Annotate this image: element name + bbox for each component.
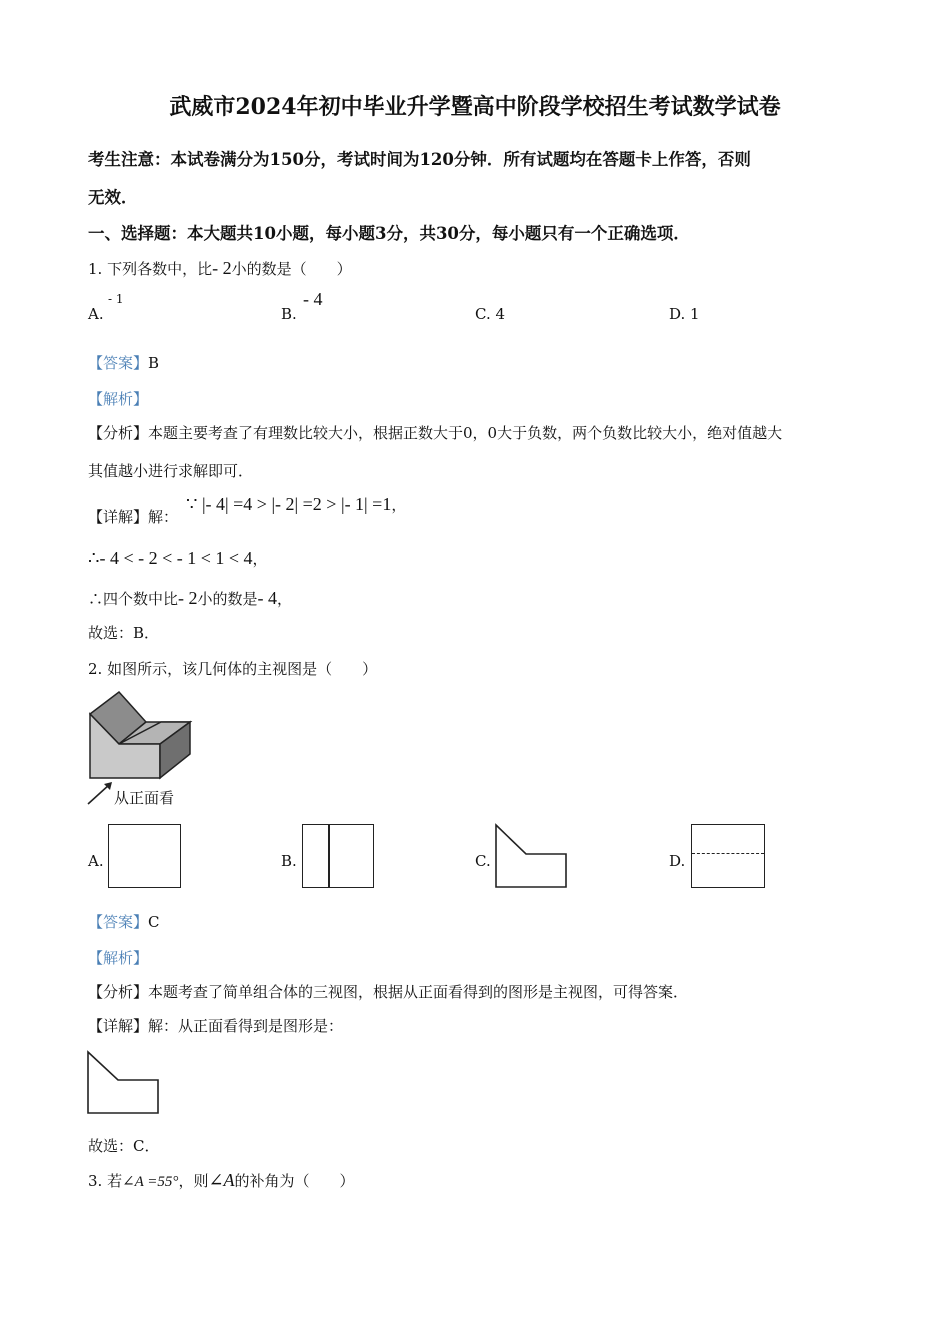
exam-title: 武威市2024年初中毕业升学暨高中阶段学校招生考试数学试卷 [169, 94, 781, 120]
q2-analysis-line [88, 981, 688, 1002]
q1-choose: 故选：B． [88, 624, 160, 642]
q3-stem-c: 的补角为（ ） [234, 1172, 355, 1190]
q2-option-d-label: D. [669, 852, 686, 870]
q3-stem-a: 3. 若 [88, 1172, 123, 1190]
q1-stem-text-a: 1. 下列各数中，比 [88, 260, 213, 278]
q1-conclusion-b: 小的数是 [197, 590, 258, 608]
q2-stem: 2. 如图所示，该几何体的主视图是（ ） [88, 660, 378, 678]
q1-detail-tag: 【详解】 [88, 508, 149, 526]
q1-conclusion-a: ∴四个数中比 [88, 590, 179, 608]
q2-option-b-label: B. [281, 852, 297, 870]
q1-stem-number: - 2 [212, 258, 232, 278]
q1-conclusion-end: ， [277, 590, 293, 608]
q1-option-d: D. 1 [669, 305, 700, 323]
q2-option-b-divider [328, 824, 330, 888]
q3-stem [88, 1170, 355, 1191]
q1-analysis-tag: 【解析】 [88, 390, 149, 408]
q1-stem [88, 258, 352, 279]
q1-conclusion-num2: - 4 [257, 588, 278, 608]
q1-analysis-fenxi-text: 本题主要考查了有理数比较大小，根据正数大于0，0大于负数，两个负数比较大小，绝对值越大 [148, 424, 783, 442]
q1-analysis-line-1 [88, 422, 782, 443]
q1-answer-value: B [148, 354, 160, 372]
q2-option-a-label: A. [88, 852, 104, 870]
section-1-heading: 一、选择题：本大题共10小题，每小题3分，共30分，每小题只有一个正确选项． [88, 224, 690, 243]
q2-detail-tag: 【详解】 [88, 1017, 149, 1035]
q2-option-c-label: C. [475, 852, 491, 870]
q2-option-d-shape [691, 824, 765, 888]
q1-detail-math: ∵ |- 4| =4 > |- 2| =2 > |- 1| =1 [186, 494, 392, 514]
q1-detail-text: 解： [148, 508, 179, 526]
q1-answer [88, 352, 159, 373]
q2-analysis-fenxi-text: 本题考查了简单组合体的三视图，根据从正面看得到的图形是主视图，可得答案． [148, 983, 689, 1001]
q1-ordering [88, 548, 268, 569]
q1-answer-tag: 【答案】 [88, 354, 149, 372]
q1-conclusion-num: - 2 [178, 588, 198, 608]
q2-detail-text: 解：从正面看得到是图形是： [148, 1017, 344, 1035]
q1-ordering-math: ∴- 4 < - 2 < - 1 < 1 < 4 [88, 548, 253, 568]
q1-detail-label [88, 506, 178, 527]
q2-answer-tag: 【答案】 [88, 913, 149, 931]
q3-angle-symbol: ∠A [208, 1170, 235, 1190]
q2-detail-front-view [86, 1050, 162, 1116]
q1-analysis-line-2: 其值越小进行求解即可． [88, 462, 254, 480]
q1-option-a-label: A. [88, 305, 104, 323]
q2-detail [88, 1015, 343, 1036]
q3-stem-b: ，则 [178, 1172, 209, 1190]
q3-angle-equation: ∠A =55° [122, 1174, 179, 1190]
q2-answer-value: C [148, 913, 160, 931]
q2-analysis-fenxi-tag: 【分析】 [88, 983, 149, 1001]
notice-line-2: 无效． [88, 188, 138, 207]
q1-option-b-label: B. [281, 305, 297, 323]
q2-option-c-shape [494, 823, 570, 891]
q1-ordering-end: ， [252, 552, 268, 568]
q1-detail-comma: ， [391, 498, 407, 514]
q1-analysis-fenxi-tag: 【分析】 [88, 424, 149, 442]
q2-analysis-tag: 【解析】 [88, 949, 149, 967]
q1-detail-inequality [186, 494, 406, 515]
q2-option-b-shape [302, 824, 374, 888]
notice-line-1: 考生注意：本试卷满分为150分，考试时间为120分钟．所有试题均在答题卡上作答，否则 [88, 150, 751, 169]
q1-conclusion [88, 588, 292, 609]
q2-choose: 故选：C． [88, 1137, 160, 1155]
q1-stem-text-b: 小的数是（ ） [231, 260, 352, 278]
q2-option-d-dashed-line [692, 853, 764, 854]
q1-option-c: C. 4 [475, 305, 506, 323]
q1-option-a-value: - 1 [108, 292, 124, 306]
q2-answer [88, 911, 160, 932]
q2-option-a-shape [108, 824, 181, 888]
q2-view-label: 从正面看 [114, 789, 175, 807]
q1-option-b-value: - 4 [303, 289, 323, 309]
